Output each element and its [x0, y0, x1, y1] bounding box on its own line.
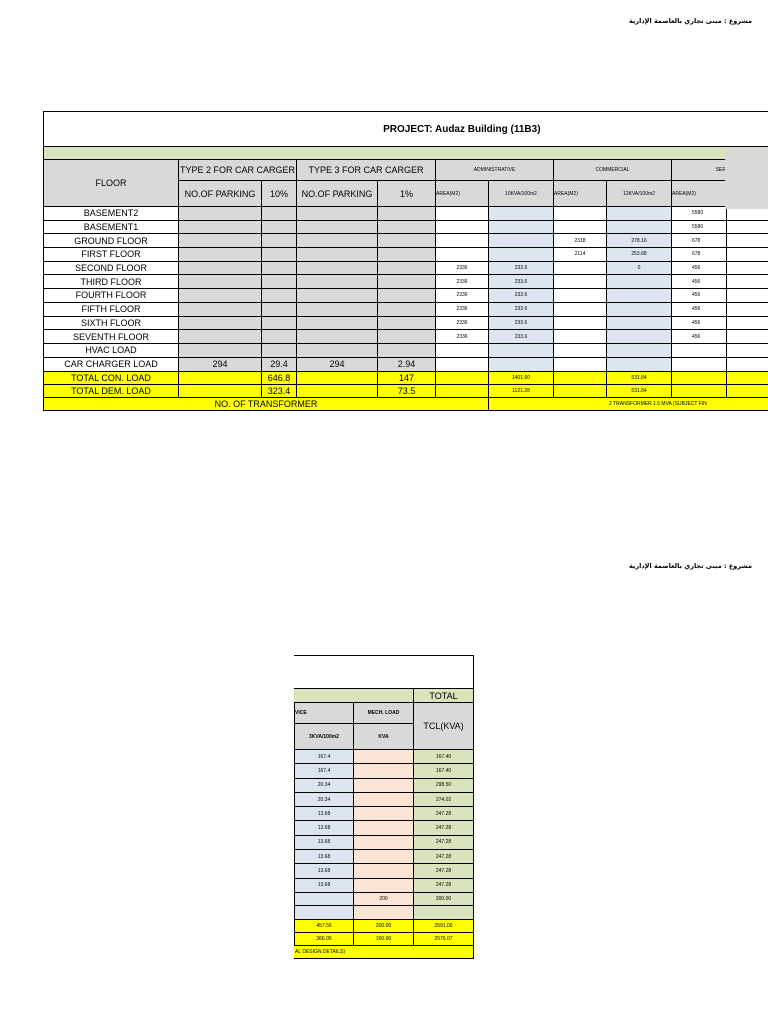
serv-load: 20.34 — [295, 778, 354, 792]
total-con-mech: 200.00 — [354, 919, 414, 932]
floor-row — [294, 792, 474, 806]
floor-row — [294, 807, 474, 821]
mech-load — [354, 807, 414, 821]
cell — [489, 357, 554, 371]
serv-rate-header: 3KVA/100m2 — [295, 724, 354, 750]
admin-area: 2336 — [436, 261, 489, 275]
cell — [179, 302, 262, 316]
floor-name: BASEMENT1 — [44, 220, 179, 234]
spacer-row — [44, 147, 768, 160]
cell — [436, 384, 489, 397]
serv-area: 678 — [672, 248, 727, 262]
admin-area: 2336 — [436, 275, 489, 289]
comm-area — [554, 302, 607, 316]
transformer-note-tail: AL DESIGN DETAILS) — [294, 945, 474, 958]
cell — [262, 261, 297, 275]
tcl-value: 247.28 — [414, 821, 474, 835]
floor-name: BASEMENT2 — [44, 207, 179, 221]
serv-load: 167.4 — [295, 750, 354, 764]
tcl-value: 247.28 — [414, 864, 474, 878]
floor-row — [294, 864, 474, 878]
spacer-row — [294, 689, 414, 703]
floor-row — [44, 234, 768, 248]
admin-load — [489, 343, 554, 357]
serv-load: 167.4 — [295, 764, 354, 778]
admin-area — [436, 343, 489, 357]
floor-row — [294, 892, 474, 905]
cell — [179, 384, 262, 397]
mech-load — [354, 792, 414, 806]
project-header-arabic: مشروع : مبنى تجاري بالعاصمة الإدارية — [628, 562, 752, 570]
comm-load — [607, 289, 672, 303]
total-con-t3: 147 — [378, 371, 436, 384]
total-dem-t3: 73.5 — [378, 384, 436, 397]
t2-pct-header: 10% — [262, 181, 297, 207]
t3-pct-header: 1% — [378, 181, 436, 207]
transformer-note: 2 TRANSFORMER 1.5 MVA (SUBJECT FIN — [489, 397, 768, 410]
mech-load — [354, 778, 414, 792]
cell — [727, 316, 768, 330]
offpage-column-shading — [725, 148, 768, 209]
serv-area: 456 — [672, 316, 727, 330]
admin-load: 233.6 — [489, 302, 554, 316]
cell — [727, 371, 768, 384]
cell — [727, 275, 768, 289]
cell — [436, 371, 489, 384]
mech-load — [354, 821, 414, 835]
serv-load — [295, 892, 354, 905]
cell — [727, 289, 768, 303]
admin-load — [489, 234, 554, 248]
title-continuation — [294, 656, 474, 689]
serv-load: 20.34 — [295, 792, 354, 806]
serv-area: 456 — [672, 289, 727, 303]
admin-area — [436, 234, 489, 248]
admin-area: 2336 — [436, 316, 489, 330]
comm-area — [554, 261, 607, 275]
comm-load — [607, 302, 672, 316]
floor-row — [294, 750, 474, 764]
serv-load: 13.68 — [295, 835, 354, 849]
cell — [297, 330, 378, 344]
comm-load — [607, 275, 672, 289]
serv-area: 456 — [672, 330, 727, 344]
cell — [262, 330, 297, 344]
total-con-tcl: 2591.00 — [414, 919, 474, 932]
car-charger-t2-parking: 294 — [179, 357, 262, 371]
cell — [179, 234, 262, 248]
floor-name: SECOND FLOOR — [44, 261, 179, 275]
comm-area — [554, 343, 607, 357]
load-table-page-1 — [43, 111, 768, 424]
car-charger-t3-pct: 2.94 — [378, 357, 436, 371]
cell — [607, 357, 672, 371]
cell — [727, 220, 768, 234]
cell — [179, 220, 262, 234]
serv-area: 456 — [672, 261, 727, 275]
comm-area: 2318 — [554, 234, 607, 248]
mech-load — [354, 850, 414, 864]
cell — [727, 330, 768, 344]
comm-area — [554, 275, 607, 289]
admin-load: 233.6 — [489, 316, 554, 330]
cell — [378, 220, 436, 234]
tcl-value: 167.40 — [414, 764, 474, 778]
total-dem-t2: 323.4 — [262, 384, 297, 397]
cell — [297, 234, 378, 248]
comm-load: 253.68 — [607, 248, 672, 262]
cell — [378, 330, 436, 344]
cell — [727, 261, 768, 275]
cell — [378, 302, 436, 316]
floor-header: FLOOR — [44, 160, 179, 207]
type2-header: TYPE 2 FOR CAR CARGER — [179, 160, 297, 181]
project-header-arabic: مشروع : مبنى تجاري بالعاصمة الإدارية — [628, 17, 752, 25]
cell — [262, 289, 297, 303]
comm-area — [554, 220, 607, 234]
admin-load — [489, 220, 554, 234]
total-con-t2: 646.8 — [262, 371, 297, 384]
admin-area — [436, 207, 489, 221]
cell — [378, 343, 436, 357]
floor-name: THIRD FLOOR — [44, 275, 179, 289]
tcl-value: 274.02 — [414, 792, 474, 806]
admin-load: 233.6 — [489, 275, 554, 289]
total-con-admin: 1401.60 — [489, 371, 554, 384]
comm-area — [554, 289, 607, 303]
cell — [727, 384, 768, 397]
project-title: PROJECT: Audaz Building (11B3) — [44, 112, 768, 147]
floor-name: SEVENTH FLOOR — [44, 330, 179, 344]
comm-load — [607, 316, 672, 330]
service-header: SER — [672, 160, 727, 181]
cell — [414, 905, 474, 919]
floor-name: FOURTH FLOOR — [44, 289, 179, 303]
t3-parking-header: NO.OF PARKING — [297, 181, 378, 207]
cell — [297, 248, 378, 262]
cell — [297, 384, 378, 397]
total-con-label: TOTAL CON. LOAD — [44, 371, 179, 384]
cell — [179, 207, 262, 221]
total-dem-comm: 531.84 — [607, 384, 672, 397]
total-dem-admin: 1121.28 — [489, 384, 554, 397]
floor-row — [44, 330, 768, 344]
cell — [179, 261, 262, 275]
cell — [297, 275, 378, 289]
floor-row — [44, 220, 768, 234]
comm-rate-header: 12KVA/100m2 — [607, 181, 672, 207]
comm-area — [554, 330, 607, 344]
comm-load — [607, 330, 672, 344]
floor-row — [294, 878, 474, 892]
admin-load: 233.6 — [489, 289, 554, 303]
mech-load — [354, 750, 414, 764]
comm-load — [607, 220, 672, 234]
floor-row — [44, 261, 768, 275]
comm-load: 0 — [607, 261, 672, 275]
tcl-value: 247.28 — [414, 878, 474, 892]
tcl-value: 247.28 — [414, 807, 474, 821]
total-dem-tcl: 2576.07 — [414, 932, 474, 945]
admin-load — [489, 248, 554, 262]
admin-area-header: AREA(M2) — [436, 181, 489, 207]
cell — [179, 275, 262, 289]
comm-area — [554, 207, 607, 221]
cell — [378, 248, 436, 262]
floor-row — [44, 207, 768, 221]
tcl-value: 298.50 — [414, 778, 474, 792]
cell — [297, 371, 378, 384]
cell — [179, 289, 262, 303]
admin-load: 233.6 — [489, 330, 554, 344]
cell — [297, 220, 378, 234]
car-charger-label: CAR CHARGER LOAD — [44, 357, 179, 371]
tcl-value: 247.28 — [414, 850, 474, 864]
cell — [262, 248, 297, 262]
total-header: TOTAL — [414, 689, 474, 703]
car-charger-t2-pct: 29.4 — [262, 357, 297, 371]
cell — [295, 905, 354, 919]
mech-load — [354, 864, 414, 878]
serv-area-header: AREA(M2) — [672, 181, 727, 207]
mech-load — [354, 835, 414, 849]
cell — [262, 220, 297, 234]
service-header-tail: VICE — [295, 703, 354, 724]
cell — [354, 905, 414, 919]
admin-area — [436, 248, 489, 262]
cell — [727, 248, 768, 262]
total-dem-serv: 366.05 — [295, 932, 354, 945]
floor-row — [294, 850, 474, 864]
comm-load — [607, 343, 672, 357]
serv-area: 5580 — [672, 207, 727, 221]
floor-name: SIXTH FLOOR — [44, 316, 179, 330]
transformer-label: NO. OF TRANSFORMER — [44, 397, 489, 410]
cell — [378, 316, 436, 330]
floor-row — [294, 778, 474, 792]
cell — [378, 261, 436, 275]
comm-area-header: AREA(M2) — [554, 181, 607, 207]
tcl-header: TCL(KVA) — [414, 703, 474, 750]
cell — [262, 207, 297, 221]
cell — [378, 289, 436, 303]
cell — [554, 371, 607, 384]
cell — [297, 207, 378, 221]
admin-area: 2336 — [436, 330, 489, 344]
floor-name: HVAC LOAD — [44, 343, 179, 357]
cell — [179, 371, 262, 384]
serv-area: 456 — [672, 302, 727, 316]
serv-area: 456 — [672, 275, 727, 289]
cell — [436, 357, 489, 371]
comm-load: 278.16 — [607, 234, 672, 248]
floor-row — [294, 821, 474, 835]
mech-header: MECH. LOAD — [354, 703, 414, 724]
admin-rate-header: 10KVA/100m2 — [489, 181, 554, 207]
cell — [179, 343, 262, 357]
cell — [262, 275, 297, 289]
cell — [378, 234, 436, 248]
floor-name: GROUND FLOOR — [44, 234, 179, 248]
admin-load: 233.6 — [489, 261, 554, 275]
total-dem-mech: 160.00 — [354, 932, 414, 945]
comm-area — [554, 316, 607, 330]
cell — [179, 330, 262, 344]
serv-area: 678 — [672, 234, 727, 248]
admin-area: 2336 — [436, 289, 489, 303]
cell — [262, 302, 297, 316]
serv-load: 13.68 — [295, 864, 354, 878]
cell — [727, 302, 768, 316]
cell — [297, 343, 378, 357]
serv-load: 13.68 — [295, 850, 354, 864]
cell — [179, 248, 262, 262]
mech-load: 200 — [354, 892, 414, 905]
floor-name: FIFTH FLOOR — [44, 302, 179, 316]
serv-area — [672, 343, 727, 357]
total-con-comm: 531.84 — [607, 371, 672, 384]
cell — [727, 357, 768, 371]
floor-row — [294, 835, 474, 849]
cell — [554, 357, 607, 371]
serv-load: 13.68 — [295, 807, 354, 821]
cell — [262, 316, 297, 330]
cell — [179, 316, 262, 330]
admin-area — [436, 220, 489, 234]
cell — [262, 234, 297, 248]
cell — [672, 357, 727, 371]
commercial-header: COMMERCIAL — [554, 160, 672, 181]
total-con-serv: 457.56 — [295, 919, 354, 932]
floor-row — [44, 302, 768, 316]
floor-row — [44, 275, 768, 289]
cell — [262, 343, 297, 357]
floor-row — [44, 289, 768, 303]
floor-row — [44, 343, 768, 357]
cell — [378, 207, 436, 221]
total-dem-label: TOTAL DEM. LOAD — [44, 384, 179, 397]
cell — [727, 234, 768, 248]
cell — [297, 289, 378, 303]
cell — [672, 371, 727, 384]
cell — [378, 275, 436, 289]
cell — [297, 261, 378, 275]
mech-load — [354, 878, 414, 892]
cell — [297, 316, 378, 330]
cell — [727, 343, 768, 357]
cell — [672, 384, 727, 397]
kva-header: KVA — [354, 724, 414, 750]
floor-row — [44, 316, 768, 330]
comm-area: 2114 — [554, 248, 607, 262]
type3-header: TYPE 3 FOR CAR CARGER — [297, 160, 436, 181]
tcl-value: 200.00 — [414, 892, 474, 905]
floor-name: FIRST FLOOR — [44, 248, 179, 262]
load-table-page-2 — [294, 655, 475, 967]
admin-area: 2336 — [436, 302, 489, 316]
t2-parking-header: NO.OF PARKING — [179, 181, 262, 207]
serv-area: 5580 — [672, 220, 727, 234]
admin-load — [489, 207, 554, 221]
comm-load — [607, 207, 672, 221]
serv-load: 13.68 — [295, 878, 354, 892]
mech-load — [354, 764, 414, 778]
administrative-header: ADMINISTRATIVE — [436, 160, 554, 181]
tcl-value: 247.28 — [414, 835, 474, 849]
floor-row — [294, 764, 474, 778]
floor-row — [44, 248, 768, 262]
cell — [554, 384, 607, 397]
tcl-value: 167.40 — [414, 750, 474, 764]
serv-load: 13.68 — [295, 821, 354, 835]
car-charger-t3-parking: 294 — [297, 357, 378, 371]
cell — [297, 302, 378, 316]
